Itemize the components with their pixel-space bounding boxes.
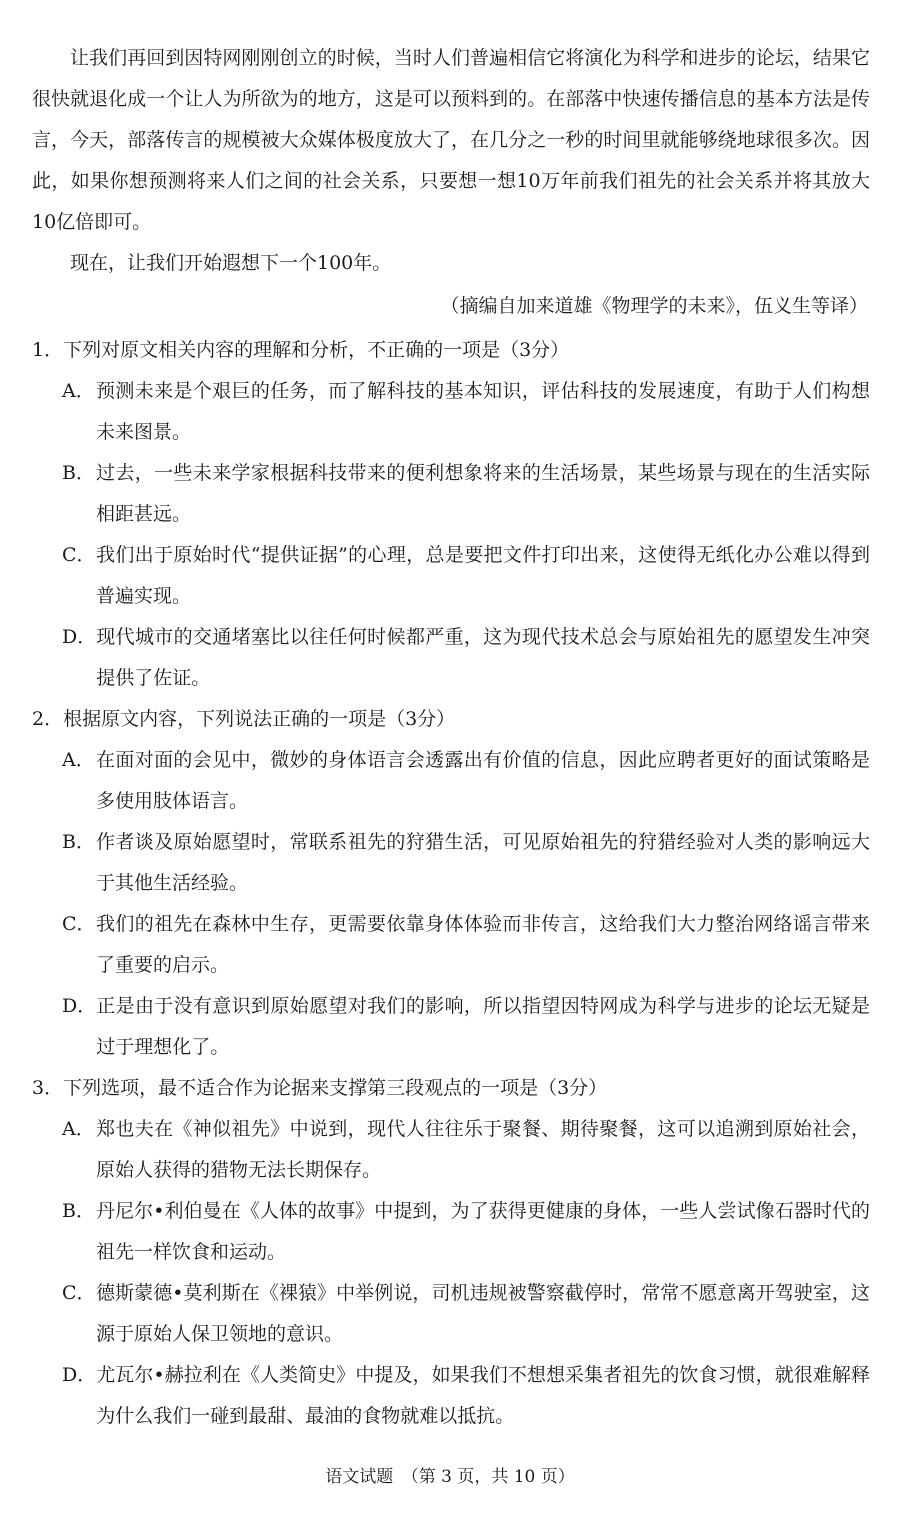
question-stem: 2．根据原文内容，下列说法正确的一项是（3分） bbox=[32, 708, 456, 730]
question-3 bbox=[32, 1068, 870, 1437]
passage-paragraph: 现在，让我们开始遐想下一个100年。 bbox=[70, 252, 392, 274]
option-label: D． bbox=[62, 995, 97, 1017]
question-stem: 3．下列选项，最不适合作为论据来支撑第三段观点的一项是（3分） bbox=[32, 1077, 608, 1099]
option-a[interactable] bbox=[62, 740, 870, 822]
option-b[interactable] bbox=[62, 822, 870, 904]
option-d[interactable] bbox=[62, 986, 870, 1068]
page-footer: 语文试题 （第 3 页，共 10 页） bbox=[325, 1467, 575, 1487]
option-text: 过去，一些未来学家根据科技带来的便利想象将来的生活场景，某些场景与现在的生活实际相距甚远。 bbox=[96, 462, 870, 525]
option-a[interactable] bbox=[62, 371, 870, 453]
question-list bbox=[32, 330, 870, 1437]
option-d[interactable] bbox=[62, 617, 870, 699]
option-label: A． bbox=[62, 1118, 95, 1140]
option-label: C． bbox=[62, 544, 96, 566]
option-b[interactable] bbox=[62, 453, 870, 535]
option-text: 现代城市的交通堵塞比以往任何时候都严重，这为现代技术总会与原始祖先的愿望发生冲突提供了佐证。 bbox=[96, 626, 870, 689]
option-c[interactable] bbox=[62, 535, 870, 617]
question-2 bbox=[32, 699, 870, 1068]
option-label: A． bbox=[62, 749, 95, 771]
option-label: B． bbox=[62, 462, 95, 484]
option-text: 正是由于没有意识到原始愿望对我们的影响，所以指望因特网成为科学与进步的论坛无疑是过于理想化了。 bbox=[96, 995, 870, 1058]
option-label: B． bbox=[62, 831, 95, 853]
option-label: C． bbox=[62, 1282, 96, 1304]
option-text: 作者谈及原始愿望时，常联系祖先的狩猎生活，可见原始祖先的狩猎经验对人类的影响远大于其他生活经验。 bbox=[96, 831, 870, 894]
option-label: D． bbox=[62, 626, 97, 648]
option-c[interactable] bbox=[62, 1273, 870, 1355]
option-c[interactable] bbox=[62, 904, 870, 986]
option-label: A． bbox=[62, 380, 95, 402]
reading-passage bbox=[32, 38, 870, 284]
option-text: 尤瓦尔•赫拉利在《人类简史》中提及，如果我们不想想采集者祖先的饮食习惯，就很难解释为什么我们一碰到最甜、最油的食物就难以抵抗。 bbox=[96, 1364, 870, 1427]
option-label: C． bbox=[62, 913, 96, 935]
question-stem: 1．下列对原文相关内容的理解和分析，不正确的一项是（3分） bbox=[32, 339, 570, 361]
option-text: 我们的祖先在森林中生存，更需要依靠身体体验而非传言，这给我们大力整治网络谣言带来了重要的启示。 bbox=[96, 913, 870, 976]
option-d[interactable] bbox=[62, 1355, 870, 1437]
option-text: 我们出于原始时代“提供证据”的心理，总是要把文件打印出来，这使得无纸化办公难以得到普遍实现。 bbox=[96, 544, 870, 607]
option-a[interactable] bbox=[62, 1109, 870, 1191]
option-text: 丹尼尔•利伯曼在《人体的故事》中提到，为了获得更健康的身体，一些人尝试像石器时代的祖先一样饮食和运动。 bbox=[96, 1200, 870, 1263]
question-1 bbox=[32, 330, 870, 699]
option-text: 德斯蒙德•莫利斯在《裸猿》中举例说，司机违规被警察截停时，常常不愿意离开驾驶室，这源于原始人保卫领地的意识。 bbox=[96, 1282, 870, 1345]
option-label: B． bbox=[62, 1200, 95, 1222]
option-label: D． bbox=[62, 1364, 97, 1386]
passage-source: （摘编自加来道雄《物理学的未来》，伍义生等译） bbox=[440, 295, 868, 317]
passage-paragraph: 让我们再回到因特网刚刚创立的时候，当时人们普遍相信它将演化为科学和进步的论坛，结果它很快就退化成一个让人为所欲为的地方，这是可以预料到的。在部落中快速传播信息的基本方法是传言，今天，部落传言的规模被大众媒体极度放大了，在几分之一秒的时间里就能够绕地球很多次。因此，如果你想预测将来人们之间的社会关系，只要想一想10万年前我们祖先的社会关系并将其放大10亿倍即可。 bbox=[32, 47, 870, 233]
option-text: 在面对面的会见中，微妙的身体语言会透露出有价值的信息，因此应聘者更好的面试策略是多使用肢体语言。 bbox=[96, 749, 870, 812]
option-text: 郑也夫在《神似祖先》中说到，现代人往往乐于聚餐、期待聚餐，这可以追溯到原始社会，原始人获得的猎物无法长期保存。 bbox=[96, 1118, 870, 1181]
option-b[interactable] bbox=[62, 1191, 870, 1273]
option-text: 预测未来是个艰巨的任务，而了解科技的基本知识，评估科技的发展速度，有助于人们构想未来图景。 bbox=[96, 380, 870, 443]
